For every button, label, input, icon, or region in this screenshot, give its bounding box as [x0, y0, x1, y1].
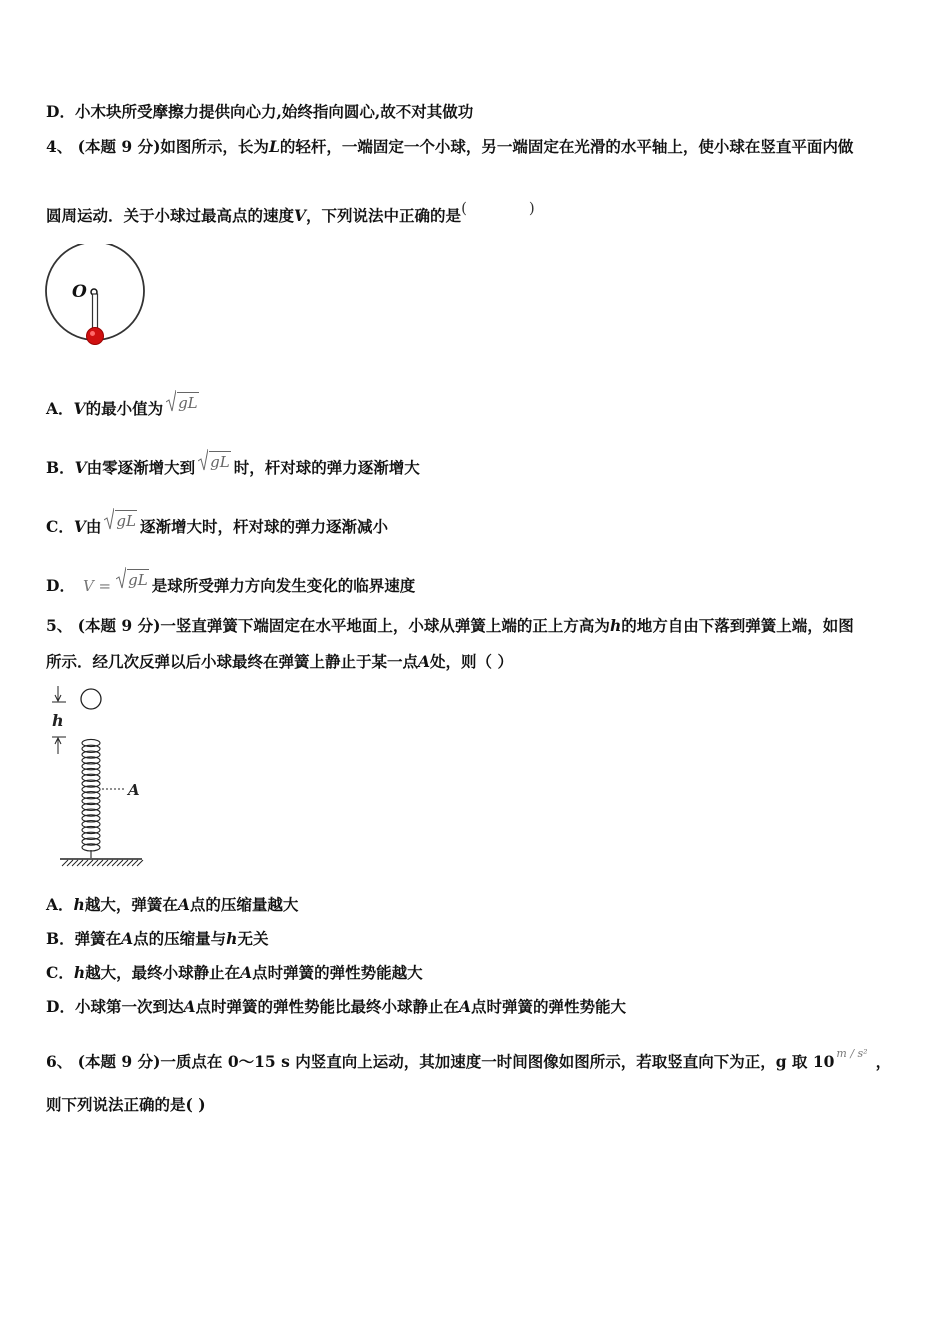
ground-hatch	[82, 860, 88, 866]
q5-fig-label-h: h	[52, 711, 64, 730]
sqrt-gl: gL	[116, 569, 149, 590]
q4-stem-line1: 4、 (本题 9 分)如图所示，长为L的轻杆，一端固定一个小球，另一端固定在光滑的水平轴上，使小球在竖直平面内做	[46, 137, 854, 156]
sqrt-gl: gL	[166, 392, 199, 413]
q4-fig-label-o: O	[72, 282, 87, 302]
ground-hatch	[72, 860, 78, 866]
q6-stem-line2: 则下列说法正确的是( )	[46, 1095, 206, 1114]
ground-hatch	[132, 860, 138, 866]
q4-stem-line2: 圆周运动．关于小球过最高点的速度V，下列说法中正确的是( )	[46, 199, 535, 225]
q5-fig-label-a: A	[128, 781, 140, 799]
q4-option-d: D． V = gL 是球所受弹力方向发生变化的临界速度	[46, 569, 415, 596]
q4-option-b: B．V由零逐渐增大到 gL 时，杆对球的弹力逐渐增大	[46, 451, 420, 478]
ground-hatch	[127, 860, 133, 866]
ground-hatch	[102, 860, 108, 866]
q4-circle-figure	[44, 244, 148, 350]
q5-option-c: C．h越大，最终小球静止在A点时弹簧的弹性势能越大	[46, 963, 423, 982]
ground-hatch	[87, 860, 93, 866]
ground-hatch	[67, 860, 73, 866]
q5-option-b: B．弹簧在A点的压缩量与h无关	[46, 929, 269, 948]
ground-hatch	[122, 860, 128, 866]
ground-hatch	[117, 860, 123, 866]
sqrt-gl: gL	[104, 510, 137, 531]
q6-unit: m / s²	[836, 1047, 868, 1060]
q4-option-c: C．V由 gL 逐渐增大时，杆对球的弹力逐渐减小	[46, 510, 388, 537]
ground-hatch	[77, 860, 83, 866]
ground-hatch	[107, 860, 113, 866]
sqrt-gl: gL	[198, 451, 231, 472]
ground-hatch	[112, 860, 118, 866]
q5-spring-figure	[46, 682, 150, 872]
q5-stem-line1: 5、 (本题 9 分)一竖直弹簧下端固定在水平地面上，小球从弹簧上端的正上方高为h的地方自由下落到弹簧上端，如图	[46, 616, 854, 635]
ground-hatch	[92, 860, 98, 866]
q5-stem-line2: 所示．经几次反弹以后小球最终在弹簧上静止于某一点A处，则（ ）	[46, 652, 513, 671]
ground-hatch	[137, 860, 143, 866]
q5-option-a: A．h越大，弹簧在A点的压缩量越大	[46, 895, 299, 914]
q3-option-d: D．小木块所受摩擦力提供向心力,始终指向圆心,故不对其做功	[46, 102, 474, 121]
ground-hatch	[97, 860, 103, 866]
q5-option-d: D．小球第一次到达A点时弹簧的弹性势能比最终小球静止在A点时弹簧的弹性势能大	[46, 997, 627, 1016]
ground-hatch	[62, 860, 68, 866]
q6-stem-line1: 6、 (本题 9 分)一质点在 0～15 s 内竖直向上运动，其加速度一时间图像如图所示，若取竖直向下为正，g 取 10 $^{m / s^2}$ ，	[46, 1047, 892, 1071]
q4-option-a: A．V的最小值为 gL	[46, 392, 202, 419]
